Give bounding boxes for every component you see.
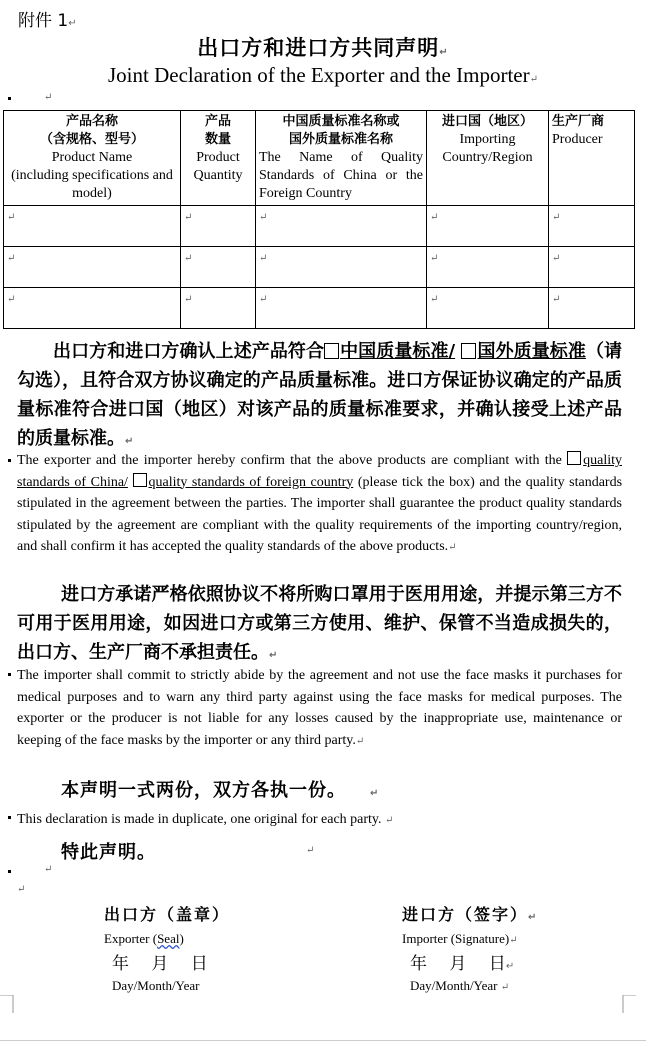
table-cell[interactable]: ↵ (256, 288, 427, 329)
paragraph-hereby-declare: 特此声明。 (61, 842, 156, 863)
checkbox-icon[interactable] (567, 451, 581, 465)
return-mark: ↵ (44, 92, 53, 103)
table-row (4, 288, 635, 329)
table-cell[interactable]: ↵ (549, 247, 635, 288)
paragraph-duplicate-cn: 本声明一式两份，双方各执一份。 ↵ (61, 780, 380, 801)
table-cell[interactable]: ↵ (256, 206, 427, 247)
paragraph-quality-cn: 出口方和进口方确认上述产品符合 中国质量标准/ 国外质量标准（请勾选），且符合双方协议确定的产品质量标准。进口方保证协议确定的产品质量标准符合进口国（地区）对该产品的质量标准要求，并确认接受上述产品的质量标准。↵ (17, 341, 623, 449)
table-cell[interactable]: ↵ (4, 288, 181, 329)
importer-date-cn[interactable]: 年 月 日↵ (410, 954, 515, 974)
paragraph-mark (8, 459, 11, 462)
paragraph-quality-en: The exporter and the importer hereby confirm that the above products are compliant with the quality standards of China/ quality standards of foreign country (please tick the box) and the quality standards stipulated in the agreement between the parties. The importer shall guarantee the product quality standards stipulated by the agreement are compliant with the quality requirements of the importing country/region, and shall confirm it has accepted the quality standards of the above products.↵ (17, 453, 623, 554)
option-china-standard-en[interactable]: quality standards of China/ (17, 453, 622, 490)
page-corner-mark-right (622, 995, 636, 1013)
exporter-date-en: Day/Month/Year (112, 978, 200, 993)
header-product-quantity: 产品 数量 Product Quantity (181, 111, 256, 206)
importer-date-en: Day/Month/Year ↵ (410, 978, 510, 993)
paragraph-mark (8, 870, 11, 873)
paragraph-duplicate-en: This declaration is made in duplicate, one original for each party. ↵ (17, 812, 394, 827)
header-quality-standards: 中国质量标准名称或 国外质量标准名称 The Name of Quality Standards of China or the Foreign Country (256, 111, 427, 206)
table-cell[interactable]: ↵ (427, 288, 549, 329)
table-cell[interactable]: ↵ (549, 288, 635, 329)
paragraph-mark (8, 673, 11, 676)
table-cell[interactable]: ↵ (4, 247, 181, 288)
paragraph-mark (8, 816, 11, 819)
option-foreign-standard-en[interactable]: quality standards of foreign country (133, 475, 354, 490)
paragraph-mark (8, 97, 11, 100)
table-cell[interactable]: ↵ (181, 288, 256, 329)
checkbox-icon[interactable] (324, 343, 339, 359)
paragraph-masks-en: The importer shall commit to strictly abide by the agreement and not use the face masks it purchases for medical purposes and to warn any third party against using the face masks for medical purposes. The exporter or the producer is not liable for any losses caused by the inappropriate use, maintenance or keeping of the face masks by the importer or any third party.↵ (17, 668, 622, 748)
table-cell[interactable]: ↵ (181, 247, 256, 288)
exporter-label-en: Exporter (Seal) (104, 931, 184, 946)
exporter-date-cn[interactable]: 年 月 日 (112, 954, 208, 974)
option-china-standard[interactable]: 中国质量标准/ (324, 341, 455, 362)
importer-signature-block (402, 902, 632, 994)
product-table (3, 110, 635, 329)
importer-label-cn: 进口方（签字）↵ (402, 905, 539, 924)
paragraph-masks-cn: 进口方承诺严格依照协议不将所购口罩用于医用用途，并提示第三方不可用于医用用途，如因进口方或第三方使用、维护、保管不当造成损失的，出口方、生产厂商不承担责任。↵ (17, 584, 622, 663)
table-cell[interactable]: ↵ (256, 247, 427, 288)
page-corner-mark-left (0, 995, 14, 1013)
importer-label-en: Importer (Signature)↵ (402, 931, 518, 946)
title-english: Joint Declaration of the Exporter and the Importer↵ (108, 63, 538, 87)
table-row (4, 247, 635, 288)
option-foreign-standard[interactable]: 国外质量标准 (461, 341, 585, 362)
attachment-label: 附件 1↵ (18, 11, 77, 31)
page-boundary (0, 1040, 646, 1041)
return-mark: ↵ (44, 864, 53, 875)
exporter-signature-block (104, 902, 334, 994)
header-product-name: 产品名称 （含规格、型号） Product Name (including specifications and model) (4, 111, 181, 206)
table-cell[interactable]: ↵ (427, 206, 549, 247)
return-mark: ↵ (17, 884, 26, 895)
checkbox-icon[interactable] (133, 473, 147, 487)
table-cell[interactable]: ↵ (4, 206, 181, 247)
table-cell[interactable]: ↵ (549, 206, 635, 247)
header-producer: 生产厂商 Producer (549, 111, 635, 206)
table-cell[interactable]: ↵ (181, 206, 256, 247)
table-row (4, 206, 635, 247)
table-header-row (4, 111, 635, 206)
title-chinese: 出口方和进口方共同声明↵ (197, 36, 449, 60)
exporter-label-cn: 出口方（盖章） (104, 905, 231, 924)
header-importing-country: 进口国（地区） Importing Country/Region (427, 111, 549, 206)
return-mark: ↵ (306, 845, 315, 856)
checkbox-icon[interactable] (461, 343, 476, 359)
table-cell[interactable]: ↵ (427, 247, 549, 288)
